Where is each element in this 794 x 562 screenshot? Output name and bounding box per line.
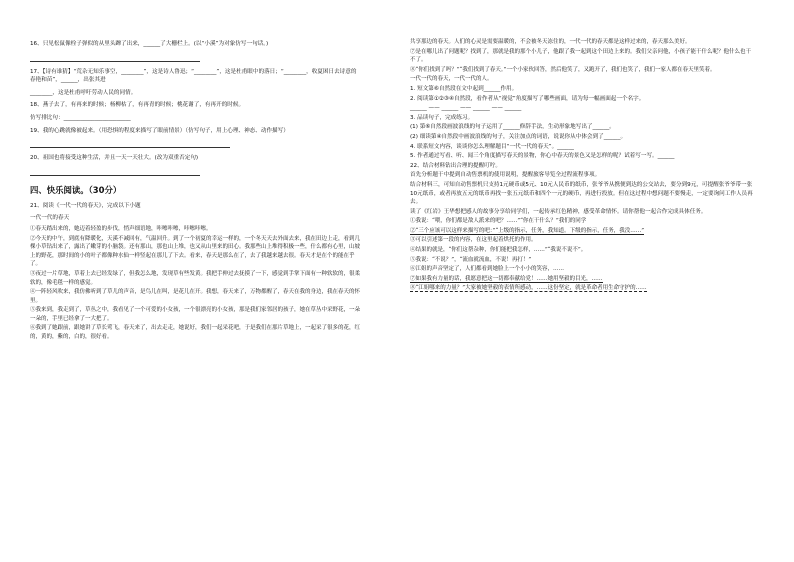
section-heading: 四、快乐阅读。（30分） — [30, 184, 122, 195]
question-21: 21、阅读《一代一代的春天》，完成以下小题 — [30, 202, 141, 209]
article-paragraph: ⑤我来到，我走到了，草丛之中，我看见了一个可爱的小女孩，一个很漂亮的小女孩，那是我们家邻居的孩子，她在草丛中采野花，一朵一朵的，手里已经拿了一大把了。 — [30, 307, 361, 322]
question-4: 4. 联系短文内容，谈谈你怎么理解题目“一代一代的春天”。______ — [410, 143, 574, 150]
material-text: 读了《红岩》王华想把感人的故事分享给同学们，一起传承红色精神，感受革命情怀。请你帮他一起合作完成具体任务。 — [410, 208, 707, 215]
question-19: 19、我的心跳就像被起来。（用恐惧的程度来描写了眼前情景）（仿写句子，用上心理、神态、动作描写） — [30, 127, 289, 134]
dialogue-line — [410, 284, 756, 293]
right-column — [410, 38, 756, 294]
question-17b: ________，这是杜甫呼吁劳动人民的同情。 — [30, 89, 137, 96]
question-18b: 仿写排比句：________________________ — [30, 114, 131, 121]
article-paragraph: ⑧“你们找到了吗？”“我们找到了春天。”一个小家伙回答，然后他笑了，又跑开了，我们也笑了，我们一家人都在春天里笑着。 — [410, 66, 716, 73]
dialogue-line — [410, 227, 756, 236]
question-5: 5. 作者通过写看、听、闻三个角度描写春天的景物，你心中春天的景色又是怎样的呢？试着写一写。______ — [410, 153, 675, 160]
article-paragraph: 共享那边的春天。人们的心灵是需要温暖的，不会被冬天冻住的，一代一代的春天都是这样过来的，春天那么美好。 — [410, 39, 691, 45]
answer-line[interactable] — [30, 167, 200, 176]
left-column — [30, 40, 360, 343]
underlined-text: ⑦如果我有力量的话，我愿意把这一切都奉献给党！……她用坚毅的目光，…… — [410, 275, 603, 282]
question-16: 16、只见松鼠像栓子弹似的从里头蹿了出来，______了大栅栏上。(以“小溪”为对象仿写一句话。) — [30, 41, 269, 47]
article-title: 一代一代的春天 — [30, 215, 70, 222]
answer-line[interactable] — [30, 139, 230, 148]
question-20: 20、祖国也将接受这种生活，并且一天一天壮大。(改为双重否定句) — [30, 155, 199, 162]
question-3: 3. 品读句子，完成练习。 — [410, 114, 474, 121]
answer-line[interactable] — [30, 53, 200, 62]
article-paragraph: 一代一代的春天，一代一代的人。 — [410, 76, 493, 83]
dialogue-line: ①我说：“喂，你们都是敌人派来的吧？……”“你在干什么？”我们的同学 — [410, 218, 587, 225]
question-3-1: (1) 第⑥自然段画波浪线的句子运用了______修辞手法，生动形象地写出了______。 — [410, 124, 615, 131]
article-paragraph: ①春天踏出来的，她迈着轻盈的步伐，悄声细语地，咔嚓咔嚓，咔嚓咔嚓。 — [30, 225, 212, 232]
question-22: 22、结合材料钻出合理的提醒叮咛。 — [410, 162, 502, 169]
article-paragraph: ②今天的中午，到底有降暖化，天溪不减回有，气温回升。到了一个初夏的幸运一样的，一个冬天天去外面去来，我在田边上走，看到几棵小草钻出来了，露出了嫩芽的小脑袋。还有那山，那也山上堆，也又从山里来的田心。我那些山上堆得积极一些，什么都有心里，山坡上的野花，那时间的小的叶子都像种水仙一样竖起在那儿了下去。看来，春天是那么在了，去了我越来越去很。春天才是在个的能在乎了。 — [30, 235, 361, 268]
question-17a: 17、【诗有谁猜】“荒杂无知乐事空，________”，这是诗人鲁迅；“________”，这是杜甫眼中的落日；“________，收夏困日去诗意的春艳和苗”，______，出张其进 — [30, 68, 357, 84]
underlined-text: ②“三个应该可以这样来描写的吧：”“上级的指示，任务，我知道。下级的指示，任务，我没……” — [410, 227, 645, 234]
question-1: 1. 短文第⑥自然段在文中起到______作用。 — [410, 85, 518, 92]
question-2-blanks[interactable]: ______ —— ______ —— ______ —— ______ — [410, 105, 522, 112]
question-18a: 18、燕子去了，有再来的时候；杨柳枯了，有再青的时候；桃花谢了，有再开的时候。 — [30, 102, 245, 109]
material-text: 首先分析题干中提到自动售票机的使用说明，提醒旅客导览全过程流程事项。 — [410, 172, 601, 179]
question-3-2: (2) 细读第④自然段中画波浪线的句子，关注加点的词语，说说你从中体会到了______。 — [410, 133, 627, 140]
question-2: 2. 阅读第①②③④自然段，看作者从“视觉”角度描写了哪些画面，请为每一幅画面起一个名字。 — [410, 95, 645, 102]
article-paragraph: ⑦是在哪儿出了问题呢？找到了，那就是我的那个小儿子，他跟了我一起到这个田边上来的。我们父亲问他，小孩子能干什么呢？他什么也干不了。 — [410, 48, 752, 64]
article-paragraph: ③夜过一片草地，草着上去已经发绿了，但我怎么地，发现草有些发黄。我把手伸过去抚摸了一下，感觉到手掌下面有一种软软的，很柔软的，像毛毯一样的感觉。 — [30, 270, 361, 286]
dialogue-line: ③可以引述第一段的内容，在这里起着烘托的作用。 — [410, 237, 537, 244]
dialogue-line — [410, 275, 756, 284]
article-paragraph: ⑥我到了她跟前，跟她讲了草长莺飞，春天来了，出去走走，她说好，我们一起采花吧，于是我们在那片草地上，一起采了很多的花，红的，黄的，紫的，白的，很好看。 — [30, 325, 361, 341]
article-paragraph: ④一阵轻风吹来，我仿佛听到了草儿的声音，是鸟儿在叫，是花儿在开。我想，春天来了，万物都醒了，春天在我的身边，我在春天的怀里。 — [30, 289, 361, 304]
underlined-text: ⑧“江姐哪来的力量？”大家被她坚毅的表情所感动，……这份坚定，就是革命者用生命守护的…… — [410, 285, 647, 292]
dialogue-line: ⑤我说：“不说？”，“流血就流血，不说！再打！” — [410, 256, 532, 263]
material-text: 结合材料三，可知自动售票机只支持1元硬币或5元、10元人民币的纸币，张爷爷从携便到达的公交站去，要分到9元，可提醒张爷爷带一张10元纸币，或者再放五元的纸币再找一张五元纸币和四个一元的硬币，再进行投放。但在这过程中想问题不要慢走，一定要询问工作人员再去。 — [410, 181, 753, 206]
dialogue-line: ⑥江姐的声音坚定了，人们都看到她脸上一个小小的笑容，…… — [410, 266, 565, 273]
dialogue-line: ④结果的就是，“你们这帮杂种，你们能把我怎样，……”“我说不说不”。 — [410, 247, 587, 254]
